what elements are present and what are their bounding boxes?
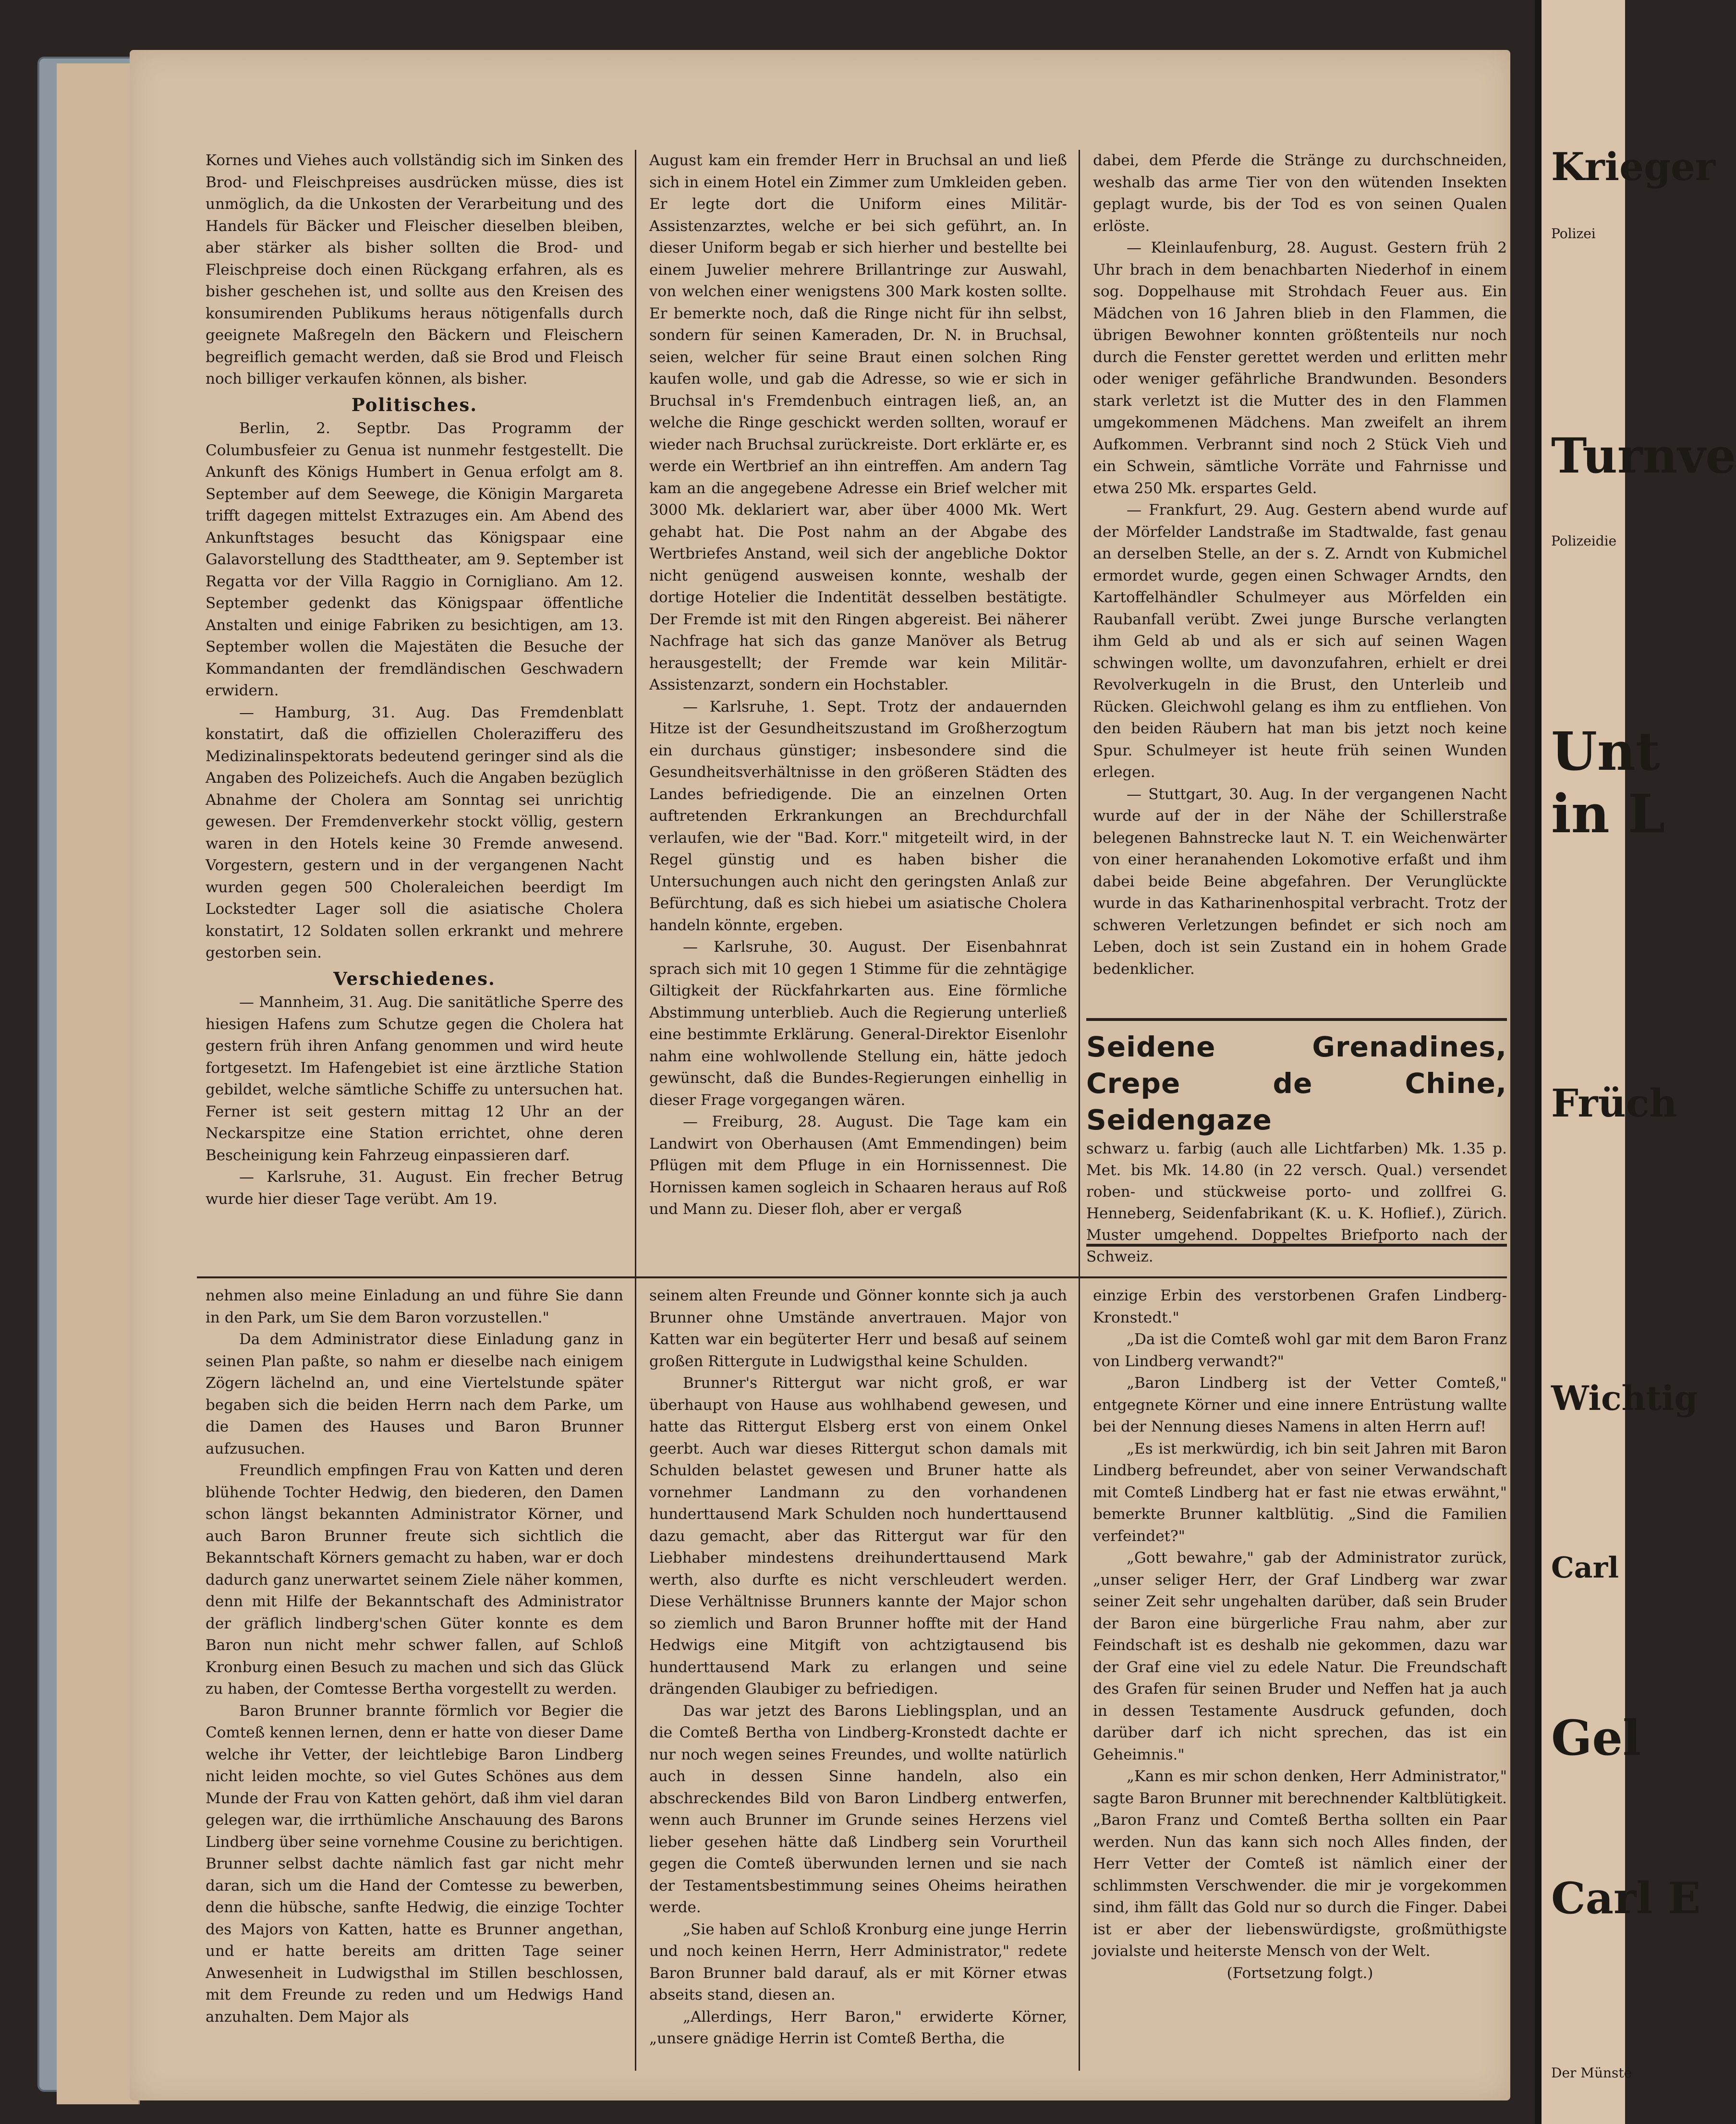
advertisement-henneberg xyxy=(1086,1029,1507,1268)
article-hamburg: — Hamburg, 31. Aug. Das Fremdenblatt konstatirt, daß die offiziellen Cholerazifferu des Medizinalinspektorats bedeutend geringer sind als die Angaben des Polizeichefs. Auch die Angaben bezüglich Abnahme der Cholera am Sonntag sei unrichtig gewesen. Der Fremdenverkehr stockt völlig, gestern waren in den Hotels keine 30 Fremde anwesend. Vorgestern, gestern und in der vergangenen Nacht wurden gegen 500 Choleraleichen beerdigt Im Lockstedter Lager soll die asiatische Cholera konstatirt, 12 Soldaten sollen erkrankt und mehrere gestorben sein. xyxy=(206,704,623,961)
article-freiburg: — Freiburg, 28. August. Die Tage kam ein Landwirt von Oberhausen (Amt Emmendingen) beim Pflügen mit dem Pfluge in ein Hornissennest. Die Hornissen kamen sogleich in Schaaren heraus auf Roß und Mann zu. Dieser floh, aber er vergaß xyxy=(649,1113,1067,1218)
serial-text: Brunner's Rittergut war nicht groß, er war überhaupt von Hause aus wohlhabend gewesen, und hatte das Rittergut Elsberg erst von einem Onkel geerbt. Auch war dieses Rittergut schon damals mit Schulden belastet gewesen und Bruner hatte als vornehmer Landmann zu den vorhandenen hunderttausend Mark Schulden noch hunderttausend dazu gemacht, aber das Rittergut war für den Liebhaber mindestens dreihunderttausend Mark werth, also durfte es nicht verschleudert werden. Diese Verhältnisse Brunners kannte der Major schon so ziemlich und Baron Brunner hoffte mit der Hand Hedwigs eine Mitgift von achtzigtausend bis hunderttausend Mark zu erlangen und seine drängenden Glaubiger zu befriedigen. xyxy=(649,1374,1067,1698)
article-karlsruhe-3: — Karlsruhe, 30. August. Der Eisenbahnrat sprach sich mit 10 gegen 1 Stimme für die zehntägige Giltigkeit der Rückfahrkarten aus. Eine förmliche Abstimmung unterblieb. Auch die Regierung unterließ eine bestimmte Erklärung. General-Direktor Eisenlohr nahm eine wohlwollende Stellung ein, hätte jedoch gewünscht, daß die Bundes-Regierungen einhellig in dieser Frage vorgegangen wären. xyxy=(649,938,1067,1109)
serial-text: „Kann es mir schon denken, Herr Administrator," sagte Baron Brunner mit berechnender Kaltblütigkeit. „Baron Franz und Comteß Bertha sollten ein Paar werden. Nun das kann sich noch Alles finden, der Herr Vetter der Comteß ist nämlich einer der schlimmsten Verschwender. die mir je vorgekommen sind, ihm fällt das Gold nur so durch die Finger. Dabei ist er aber der liebenswürdigste, großmüthigste jovialste und heiterste Mensch von der Welt. xyxy=(1093,1768,1507,1960)
article-mannheim: — Mannheim, 31. Aug. Die sanitätliche Sperre des hiesigen Hafens zum Schutze gegen die Cholera hat gestern früh ihren Anfang genommen und wird heute fortgesetzt. Im Hafengebiet ist eine ärztliche Station gebildet, welche sämtliche Schiffe zu untersuchen hat. Ferner ist seit gestern mittag 12 Uhr an der Neckarspitze eine Station errichtet, ohne deren Bescheinigung kein Fahrzeug einpassieren darf. xyxy=(206,994,623,1164)
article-text: Kornes und Viehes auch vollständig sich im Sinken des Brod- und Fleischpreises ausdrücken müsse, dies ist unmöglich, da die Unkosten der Verarbeitung und des Handels für Bäcker und Fleischer dieselben bleiben, aber stärker als bisher sollten die Brod- und Fleischpreise doch einen Rückgang erfahren, als es bisher geschehen ist, und sollte aus den Kreisen des konsumirenden Publikums heraus nötigenfalls durch geeignete Maßregeln den Bäckern und Fleischern begreiflich gemacht werden, daß sie Brod und Fleisch noch billiger verkaufen können, als bisher. xyxy=(206,152,623,388)
facing-page-text: Polizei xyxy=(1551,226,1596,242)
serial-text: Das war jetzt des Barons Lieblingsplan, und an die Comteß Bertha von Lindberg-Kronstedt dachte er nur noch wegen seines Freundes, und wollte natürlich auch in dessen Sinne handeln, also ein abschreckendes Bild von Baron Lindberg entwerfen, wenn auch Brunner im Grunde seines Herzens viel lieber gesehen hätte daß Lindberg sein Vorurtheil gegen die Comteß überwunden lernen und sie nach der Testamentsbestimmung seines Oheims heirathen werde. xyxy=(649,1702,1067,1916)
section-heading-politisches: Politisches. xyxy=(351,394,478,415)
facing-page-headline: Gel xyxy=(1551,1710,1641,1766)
serial-text: „Baron Lindberg ist der Vetter Comteß," entgegnete Körner und eine innere Entrüstung wallte bei der Nennung dieses Namens in alten Herrn auf! xyxy=(1093,1374,1507,1435)
article-text: dabei, dem Pferde die Stränge zu durchschneiden, weshalb das arme Tier von den wütenden Insekten geplagt wurde, bis der Tod es von seinen Qualen erlöste. xyxy=(1093,152,1507,235)
ad-bottom-rule xyxy=(1086,1244,1507,1247)
facing-page-headline: Krieger xyxy=(1551,144,1715,189)
page-stack-edge xyxy=(57,63,140,2104)
serial-text: „Sie haben auf Schloß Kronburg eine junge Herrin und noch keinen Herrn, Herr Administrator," redete Baron Brunner bald darauf, als er mit Körner etwas abseits stand, diesen an. xyxy=(649,1920,1067,2003)
column-rule xyxy=(635,150,636,2071)
serial-text: „Gott bewahre," gab der Administrator zurück, „unser seliger Herr, der Graf Lindberg war zwar seiner Zeit sehr ungehalten darüber, daß sein Bruder der Baron eine bürgerliche Frau nahm, aber zur Feindschaft ist es deshalb nie gekommen, dazu war der Graf eine viel zu edele Natur. Die Freundschaft des Grafen für seinen Bruder und Neffen hat ja auch in dessen Testamente Ausdruck gefunden, doch darüber darf ich nicht sprechen, das ist ein Geheimnis." xyxy=(1093,1549,1507,1763)
column-rule xyxy=(1079,150,1080,2071)
facing-page-text: Polizeidie xyxy=(1551,533,1617,549)
serial-text: seinem alten Freunde und Gönner konnte sich ja auch Brunner ohne Umstände anvertrauen. Major von Katten war ein begüterter Herr und besaß auf seinem großen Rittergute in Ludwigsthal keine Schulden. xyxy=(649,1287,1067,1370)
feuilleton-divider xyxy=(197,1276,1507,1278)
facing-page-headline: Carl E xyxy=(1551,1873,1701,1924)
top-column-1 xyxy=(206,150,623,1210)
serial-text: „Allerdings, Herr Baron," erwiderte Körner, „unsere gnädige Herrin ist Comteß Bertha, die xyxy=(649,2008,1067,2047)
serial-text: Freundlich empfingen Frau von Katten und deren blühende Tochter Hedwig, den biederen, den Damen schon längst bekannten Administrator Körner, und auch Baron Brunner freute sich sichtlich die Bekanntschaft Körners gemacht zu haben, war er doch dadurch ganz unerwartet seinem Ziele näher kommen, denn mit Hilfe der Bekanntschaft des Administrator der gräflich lindberg'schen Güter konnte es dem Baron nun nicht mehr schwer fallen, auf Schloß Kronburg einen Besuch zu machen und sich das Glück zu haben, der Comtesse Bertha vorgestellt zu werden. xyxy=(206,1462,623,1698)
article-stuttgart: — Stuttgart, 30. Aug. In der vergangenen Nacht wurde auf der in der Nähe der Schillerstraße belegenen Bahnstrecke laut N. T. ein Weichenwärter von einer heranahenden Lokomotive erfaßt und ihm dabei beide Beine abgefahren. Der Verunglückte wurde in das Katharinenhospital verbracht. Trotz der schweren Verletzungen befindet er sich noch am Leben, doch ist sein Zustand ein in hohem Grade bedenklicher. xyxy=(1093,785,1507,978)
article-frankfurt: — Frankfurt, 29. Aug. Gestern abend wurde auf der Mörfelder Landstraße im Stadtwalde, fast genau an derselben Stelle, an der s. Z. Arndt von Kubmichel ermordet wurde, gegen einen Schwager Arndts, den Kartoffelhändler Schulmeyer aus Mörfelden ein Raubanfall verübt. Zwei junge Bursche verlangten ihm Geld ab und als er sich auf seinen Wagen schwingen wollte, um davonzufahren, erhielt er drei Revolverkugeln in die Brust, den Unterleib und Rücken. Gleichwohl gelang es ihm zu entfliehen. Von den beiden Räubern hat man bis jetzt noch keine Spur. Schulmeyer ist heute früh seinen Wunden erlegen. xyxy=(1093,501,1507,781)
serial-text: nehmen also meine Einladung an und führe Sie dann in den Park, um Sie dem Baron vorzustellen." xyxy=(206,1287,623,1326)
article-kleinlaufenburg: — Kleinlaufenburg, 28. August. Gestern früh 2 Uhr brach in dem benachbarten Niederhof in einem sog. Doppelhause mit Strohdach Feuer aus. Ein Mädchen von 16 Jahren blieb in den Flammen, die übrigen Bewohner konnten größtenteils nur noch durch die Fenster gerettet werden und erlitten mehr oder weniger gefährliche Brandwunden. Besonders stark verletzt ist die Mutter des in den Flammen umgekommenen Mädchens. Man zweifelt an ihrem Aufkommen. Verbrannt sind noch 2 Stück Vieh und ein Schwein, sämtliche Vorräte und Fahrnisse und etwa 250 Mk. erspartes Geld. xyxy=(1093,239,1507,497)
serial-text: Baron Brunner brannte förmlich vor Begier die Comteß kennen lernen, denn er hatte von dieser Dame welche ihr Vetter, der leichtlebige Baron Lindberg nicht leiden mochte, so viel Gutes Schönes aus dem Munde der Frau von Katten gehört, daß ihm viel daran gelegen war, die irrthümliche Anschauung des Barons Lindberg über seine vornehme Cousine zu berichtigen. Brunner selbst dachte nämlich fast gar nicht mehr daran, sich um die Hand der Comtesse zu bewerben, denn die hübsche, sanfte Hedwig, die einzige Tochter des Majors von Katten, hatte es Brunner angethan, und er hatte bereits am dritten Tage seiner Anwesenheit in Ludwigsthal im Stillen beschlossen, mit dem Freunde zu reden und um Hedwigs Hand anzuhalten. Dem Major als xyxy=(206,1702,623,2026)
article-karlsruhe-2: — Karlsruhe, 1. Sept. Trotz der andauernden Hitze ist der Gesundheitszustand im Großherzogtum ein durchaus günstiger; insbesondere sind die Gesundheitsverhältnisse in den größeren Städten des Landes befriedigende. Die an einzelnen Orten auftretenden Erkrankungen an Brechdurchfall verlaufen, wie der "Bad. Korr." mitgeteilt wird, in der Regel günstig und es haben bisher die Untersuchungen auch nicht den geringsten Anlaß zur Befürchtung, daß es sich hiebei um asiatische Cholera handeln könnte, ergeben. xyxy=(649,698,1067,934)
ad-headline: Seidene Grenadines, Crepe de Chine, Seidengaze xyxy=(1086,1031,1507,1136)
top-column-3 xyxy=(1093,150,1507,980)
continuation-note: (Fortsetzung folgt.) xyxy=(1226,1964,1373,1982)
serial-text: Da dem Administrator diese Einladung ganz in seinen Plan paßte, so nahm er dieselbe nach einigem Zögern lächelnd an, und eine Viertelstunde später begaben sich die beiden Herrn nach dem Parke, um die Damen des Hauses und Baron Brunner aufzusuchen. xyxy=(206,1331,623,1457)
facing-page-edge xyxy=(1535,0,1736,2124)
section-heading-verschiedenes: Verschiedenes. xyxy=(333,968,496,989)
top-column-2 xyxy=(649,150,1067,1221)
serial-column-2 xyxy=(649,1285,1067,2050)
ad-top-rule xyxy=(1086,1018,1507,1021)
article-berlin: Berlin, 2. Septbr. Das Programm der Columbusfeier zu Genua ist nunmehr festgestellt. Die Ankunft des Königs Humbert in Genua erfolgt am 8. September auf dem Seewege, die Königin Margareta trifft dagegen mittelst Extrazuges ein. Am Abend des Ankunftstages besucht das Königspaar eine Galavorstellung des Stadttheater, am 9. September ist Regatta vor der Villa Raggio in Cornigliano. Am 12. September gedenkt das Königspaar öffentliche Anstalten und einige Fabriken zu besichtigen, am 13. September wollen die Majestäten die Besuche der Kommandanten der fremdländischen Geschwadern erwidern. xyxy=(206,420,623,699)
facing-page-text: Der Münste xyxy=(1551,2065,1632,2081)
facing-page-headline: in L xyxy=(1551,783,1665,845)
facing-page-headline: Wichtig xyxy=(1551,1378,1698,1418)
facing-page-headline: Unt xyxy=(1551,720,1660,782)
facing-page-headline: Turnve xyxy=(1551,427,1736,484)
serial-text: „Da ist die Comteß wohl gar mit dem Baron Franz von Lindberg verwandt?" xyxy=(1093,1331,1507,1370)
article-text: August kam ein fremder Herr in Bruchsal an und ließ sich in einem Hotel ein Zimmer zum Umkleiden geben. Er legte dort die Uniform eines Militär-Assistenzarztes, welche er bei sich geführt, an. In dieser Uniform begab er sich hierher und bestellte bei einem Juwelier mehrere Brillantringe zur Auswahl, von welchen einer wenigstens 300 Mark kosten sollte. Er bemerkte noch, daß die Ringe nicht für ihn selbst, sondern für seinen Kameraden, Dr. N. in Bruchsal, seien, welcher für seine Braut einen solchen Ring kaufen wolle, und gab die Adresse, so wie er sich in Bruchsal in's Fremdenbuch eintragen ließ, an, an welche die Ringe geschickt werden sollten, worauf er wieder nach Bruchsal zurückreiste. Dort erklärte er, es werde ein Wertbrief an ihn eintreffen. Am andern Tag kam an die angegebene Adresse ein Brief welcher mit 3000 Mk. deklariert war, aber über 4000 Mk. Wert gehabt hat. Die Post nahm an der Abgabe des Wertbriefes Anstand, weil sich der angebliche Doktor nicht genügend ausweisen konnte, weshalb der dortige Hotelier die Indentität desselben bestätigte. Der Fremde ist mit den Ringen abgereist. Bei näherer Nachfrage hat sich das ganze Manöver als Betrug herausgestellt; der Fremde war kein Militär-Assistenzarzt, sondern ein Hochstabler. xyxy=(649,152,1067,693)
facing-page-headline: Früch xyxy=(1551,1080,1677,1126)
serial-column-3 xyxy=(1093,1285,1507,1984)
serial-text: einzige Erbin des verstorbenen Grafen Lindberg-Kronstedt." xyxy=(1093,1287,1507,1326)
article-karlsruhe: — Karlsruhe, 31. August. Ein frecher Betrug wurde hier dieser Tage verübt. Am 19. xyxy=(206,1168,623,1208)
serial-column-1 xyxy=(206,1285,623,2028)
serial-text: „Es ist merkwürdig, ich bin seit Jahren mit Baron Lindberg befreundet, aber von seiner Verwandschaft mit Comteß Lindberg hat er fast nie etwas erwähnt," bemerkte Brunner kaltblütig. „Sind die Familien verfeindet?" xyxy=(1093,1440,1507,1545)
facing-page-headline: Carl xyxy=(1551,1551,1619,1585)
ad-body: schwarz u. farbig (auch alle Lichtfarben) Mk. 1.35 p. Met. bis Mk. 14.80 (in 22 versch. Qual.) versendet roben- und stückweise porto- und zollfrei G. Henneberg, Seidenfabrikant (K. u. K. Hoflief.), Zürich. Muster umgehend. Doppeltes Briefporto nach der Schweiz. xyxy=(1086,1140,1507,1265)
